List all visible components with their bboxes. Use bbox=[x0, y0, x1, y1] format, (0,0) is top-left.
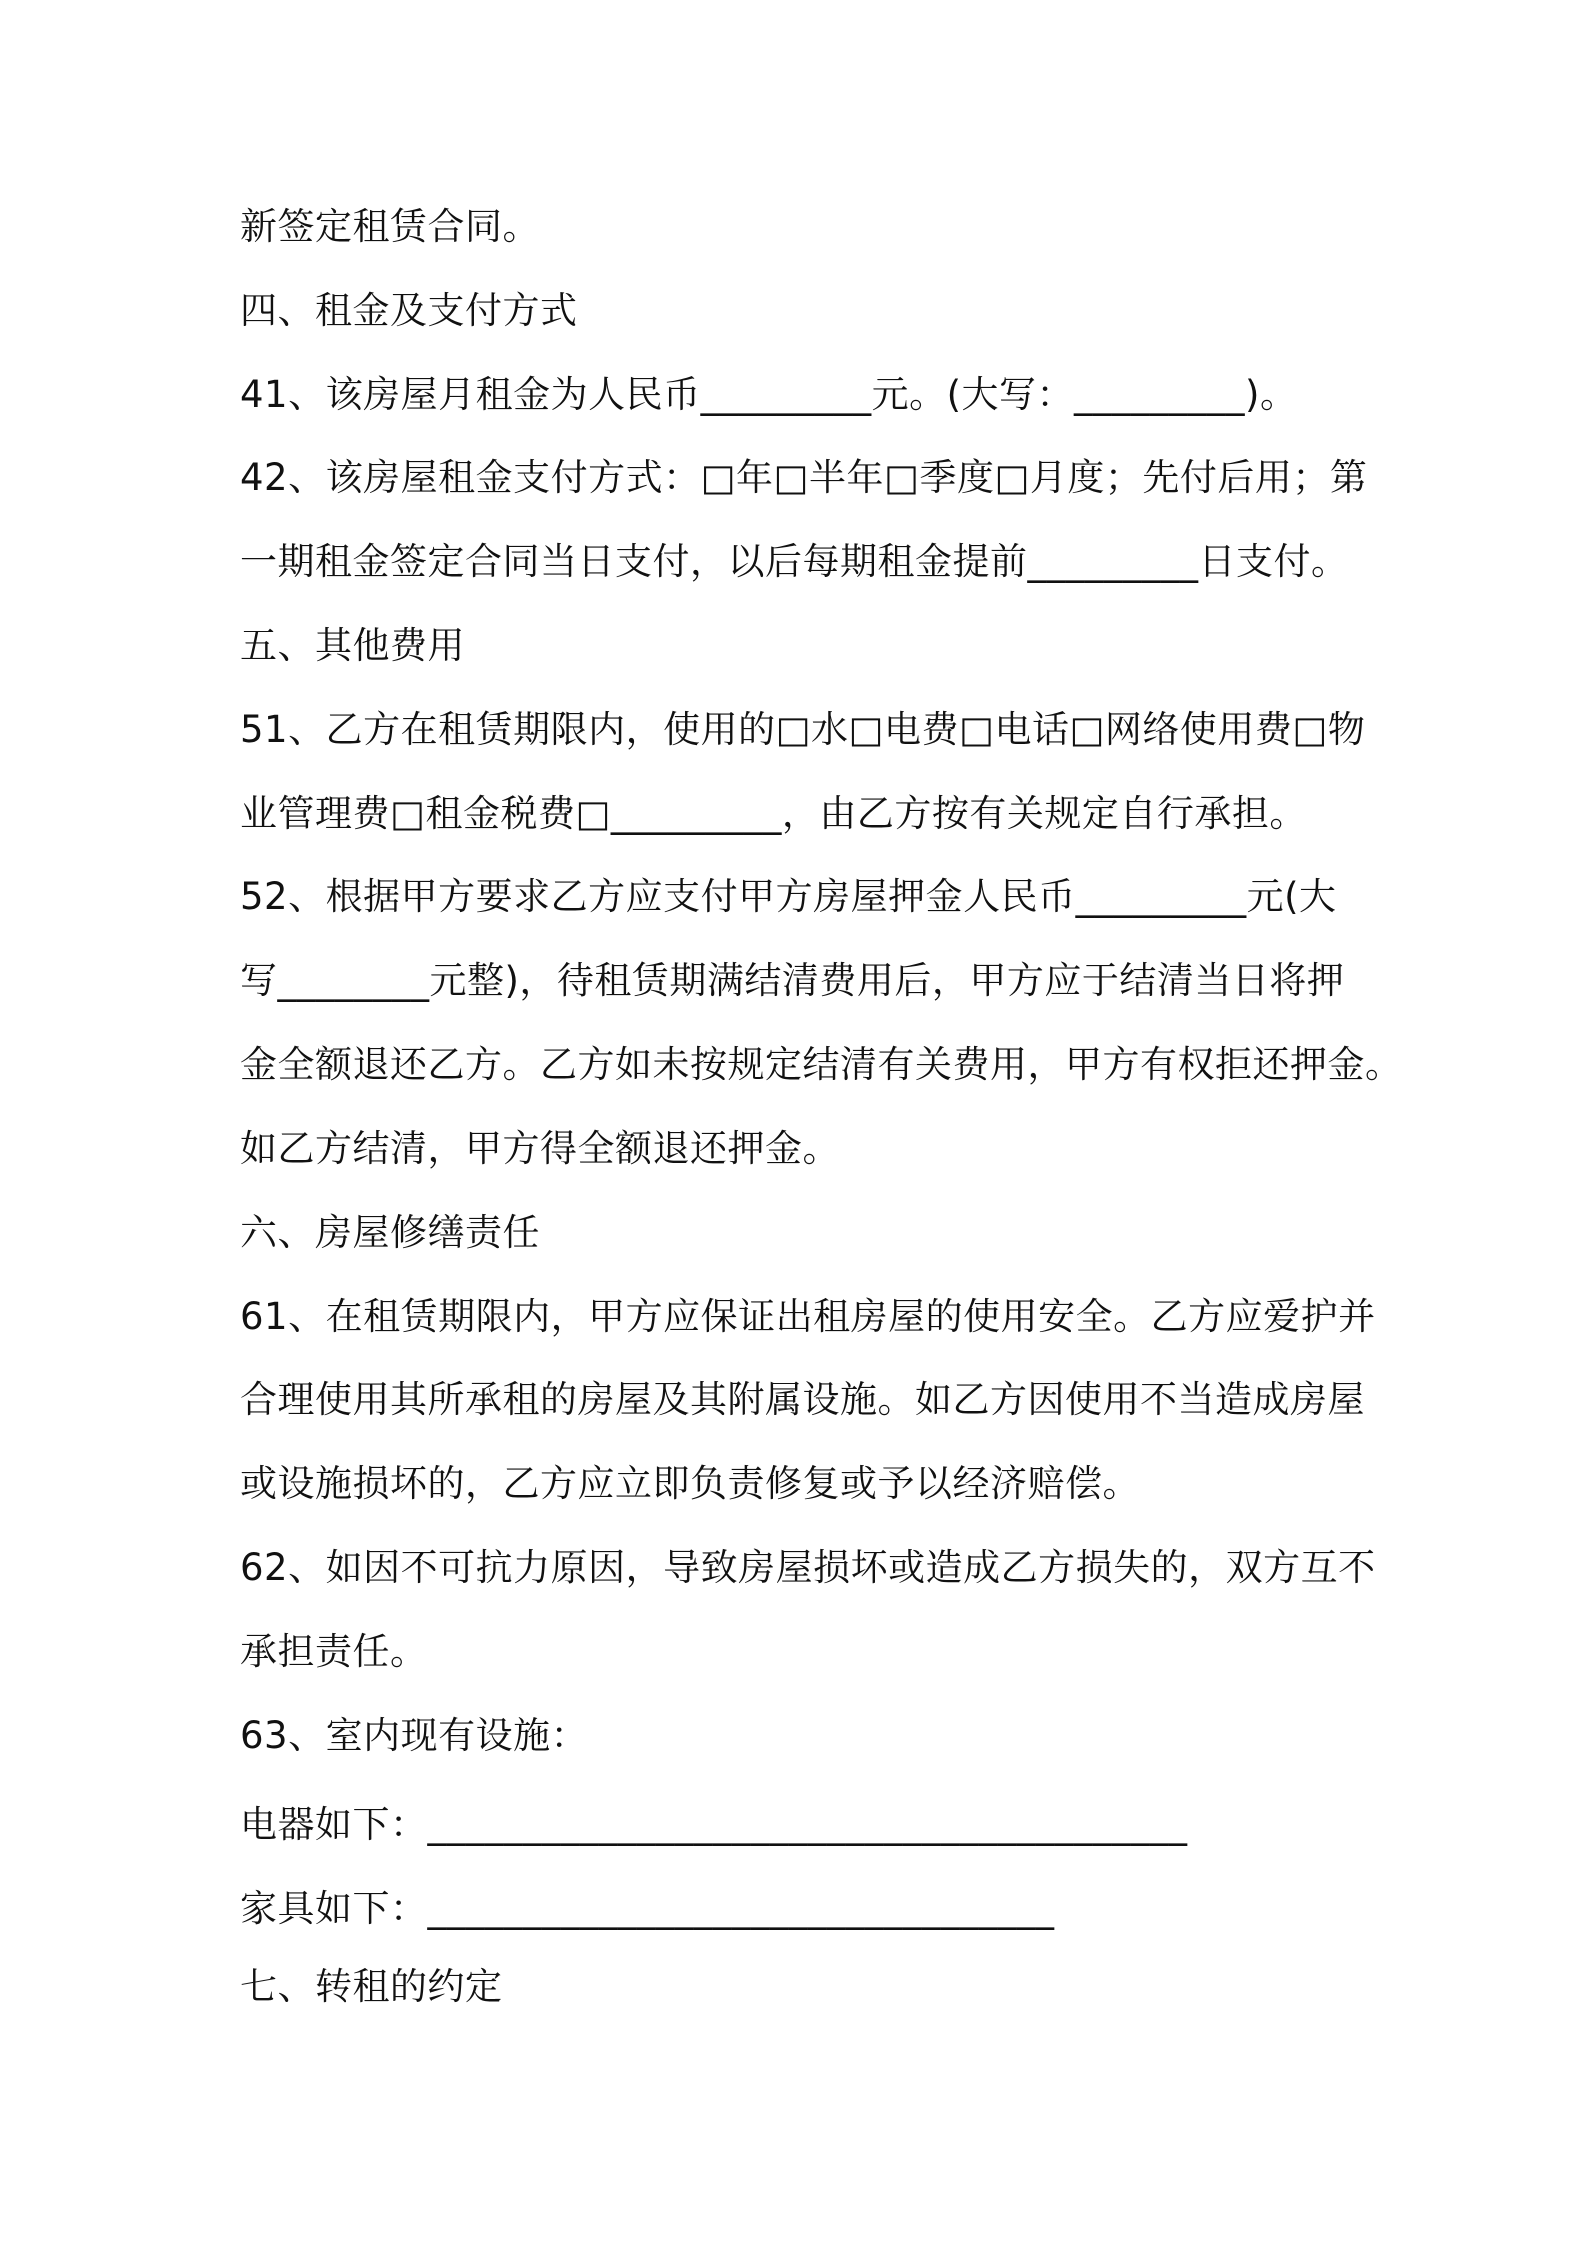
clause-52-line-4: 如乙方结清，甲方得全额退还押金。 bbox=[240, 1127, 840, 1170]
clause-52-line-3: 金全额退还乙方。乙方如未按规定结清有关费用，甲方有权拒还押金。 bbox=[240, 1043, 1403, 1086]
clause-42-line-1: 42、该房屋租金支付方式：□年□半年□季度□月度；先付后用；第 bbox=[240, 456, 1368, 499]
clause-42-line-2: 一期租金签定合同当日支付，以后每期租金提前_________日支付。 bbox=[240, 540, 1349, 583]
section-heading-other-fees: 五、其他费用 bbox=[240, 624, 465, 667]
clause-51-line-2: 业管理费□租金税费□_________，由乙方按有关规定自行承担。 bbox=[240, 792, 1307, 835]
clause-41: 41、该房屋月租金为人民币_________元。(大写：_________)。 bbox=[240, 373, 1298, 416]
clause-62-line-1: 62、如因不可抗力原因，导致房屋损坏或造成乙方损失的，双方互不 bbox=[240, 1546, 1376, 1589]
furniture-line: 家具如下：_________________________________ bbox=[240, 1887, 1055, 1930]
clause-51-line-1: 51、乙方在租赁期限内，使用的□水□电费□电话□网络使用费□物 bbox=[240, 708, 1366, 751]
clause-63: 63、室内现有设施： bbox=[240, 1714, 589, 1757]
clause-61-line-3: 或设施损坏的，乙方应立即负责修复或予以经济赔偿。 bbox=[240, 1462, 1140, 1505]
clause-61-line-1: 61、在租赁期限内，甲方应保证出租房屋的使用安全。乙方应爱护并 bbox=[240, 1295, 1376, 1338]
clause-52-line-2: 写________元整)，待租赁期满结清费用后，甲方应于结清当日将押 bbox=[240, 959, 1345, 1002]
appliances-line: 电器如下：________________________________________ bbox=[240, 1803, 1188, 1846]
clause-52-line-1: 52、根据甲方要求乙方应支付甲方房屋押金人民币_________元(大 bbox=[240, 875, 1337, 918]
section-heading-repair: 六、房屋修缮责任 bbox=[240, 1211, 540, 1254]
clause-62-line-2: 承担责任。 bbox=[240, 1630, 428, 1673]
text-line-continuation: 新签定租赁合同。 bbox=[240, 205, 540, 248]
clause-61-line-2: 合理使用其所承租的房屋及其附属设施。如乙方因使用不当造成房屋 bbox=[240, 1378, 1365, 1421]
section-heading-sublease: 七、转租的约定 bbox=[240, 1965, 503, 2008]
section-heading-rent: 四、租金及支付方式 bbox=[240, 289, 578, 332]
